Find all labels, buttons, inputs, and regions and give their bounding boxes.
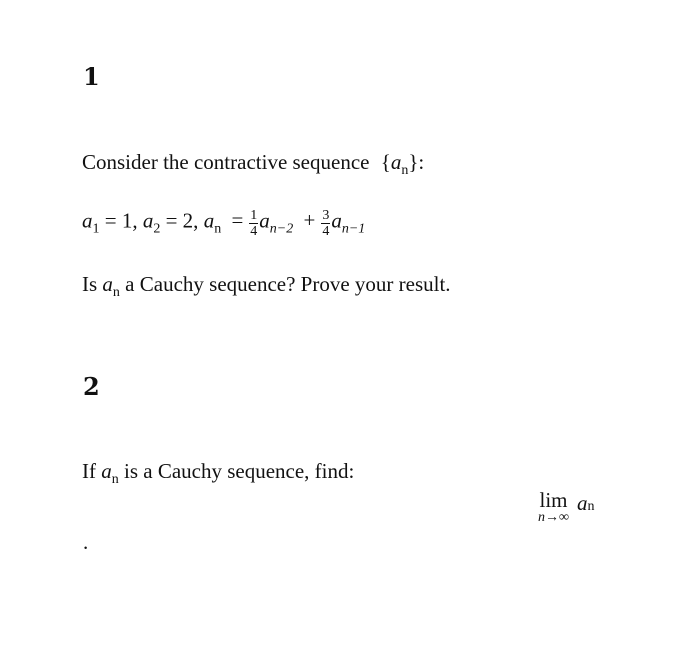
intro-text: Consider the contractive sequence bbox=[82, 150, 370, 174]
question-variable: a bbox=[102, 272, 113, 296]
equals-sign: = bbox=[231, 208, 244, 233]
a1-subscript: 1 bbox=[92, 221, 100, 237]
problem-1-question bbox=[82, 272, 451, 301]
question-subscript: n bbox=[112, 285, 120, 300]
set-variable: a bbox=[390, 150, 402, 174]
term1-subscript: n−2 bbox=[269, 221, 294, 237]
a2-subscript: 2 bbox=[153, 221, 161, 237]
term1-variable: a bbox=[259, 208, 270, 233]
fraction-one-quarter bbox=[249, 208, 258, 239]
an-variable: a bbox=[203, 208, 215, 233]
limit-subscript: n bbox=[587, 499, 595, 514]
limit-operator bbox=[538, 489, 569, 525]
statement-subscript: n bbox=[111, 472, 119, 487]
problem-1-intro bbox=[82, 150, 424, 179]
an-subscript: n bbox=[214, 221, 222, 237]
set-subscript: n bbox=[401, 163, 409, 178]
a2-variable: a bbox=[142, 208, 154, 233]
a2-value: = 2, bbox=[165, 208, 199, 233]
set-open-brace: { bbox=[380, 150, 391, 174]
set-close-brace: }: bbox=[408, 150, 425, 174]
problem-1-number: 1 bbox=[83, 62, 100, 91]
trailing-period: . bbox=[83, 530, 89, 554]
fraction-2-numerator: 3 bbox=[322, 208, 330, 223]
plus-sign: + bbox=[303, 208, 316, 233]
limit-word: lim bbox=[539, 488, 568, 512]
a1-variable: a bbox=[82, 208, 93, 233]
question-text: a Cauchy sequence? Prove your result. bbox=[125, 272, 451, 296]
statement-text: is a Cauchy sequence, find: bbox=[124, 459, 355, 483]
limit-variable: a bbox=[576, 491, 588, 515]
a1-value: = 1, bbox=[104, 208, 138, 233]
fraction-three-quarters bbox=[321, 208, 330, 239]
statement-variable: a bbox=[101, 459, 112, 483]
problem-2-number: 2 bbox=[83, 372, 100, 401]
recurrence-definition bbox=[82, 208, 365, 239]
problem-2-statement bbox=[82, 459, 354, 488]
fraction-2-denominator: 4 bbox=[322, 224, 330, 239]
fraction-1-denominator: 4 bbox=[250, 224, 258, 239]
limit-expression bbox=[538, 489, 594, 527]
term2-variable: a bbox=[331, 208, 342, 233]
question-prefix: Is bbox=[82, 272, 98, 296]
fraction-1-numerator: 1 bbox=[250, 208, 258, 223]
statement-prefix: If bbox=[82, 459, 96, 483]
term2-subscript: n−1 bbox=[341, 221, 366, 237]
limit-under: n→∞ bbox=[538, 510, 569, 525]
